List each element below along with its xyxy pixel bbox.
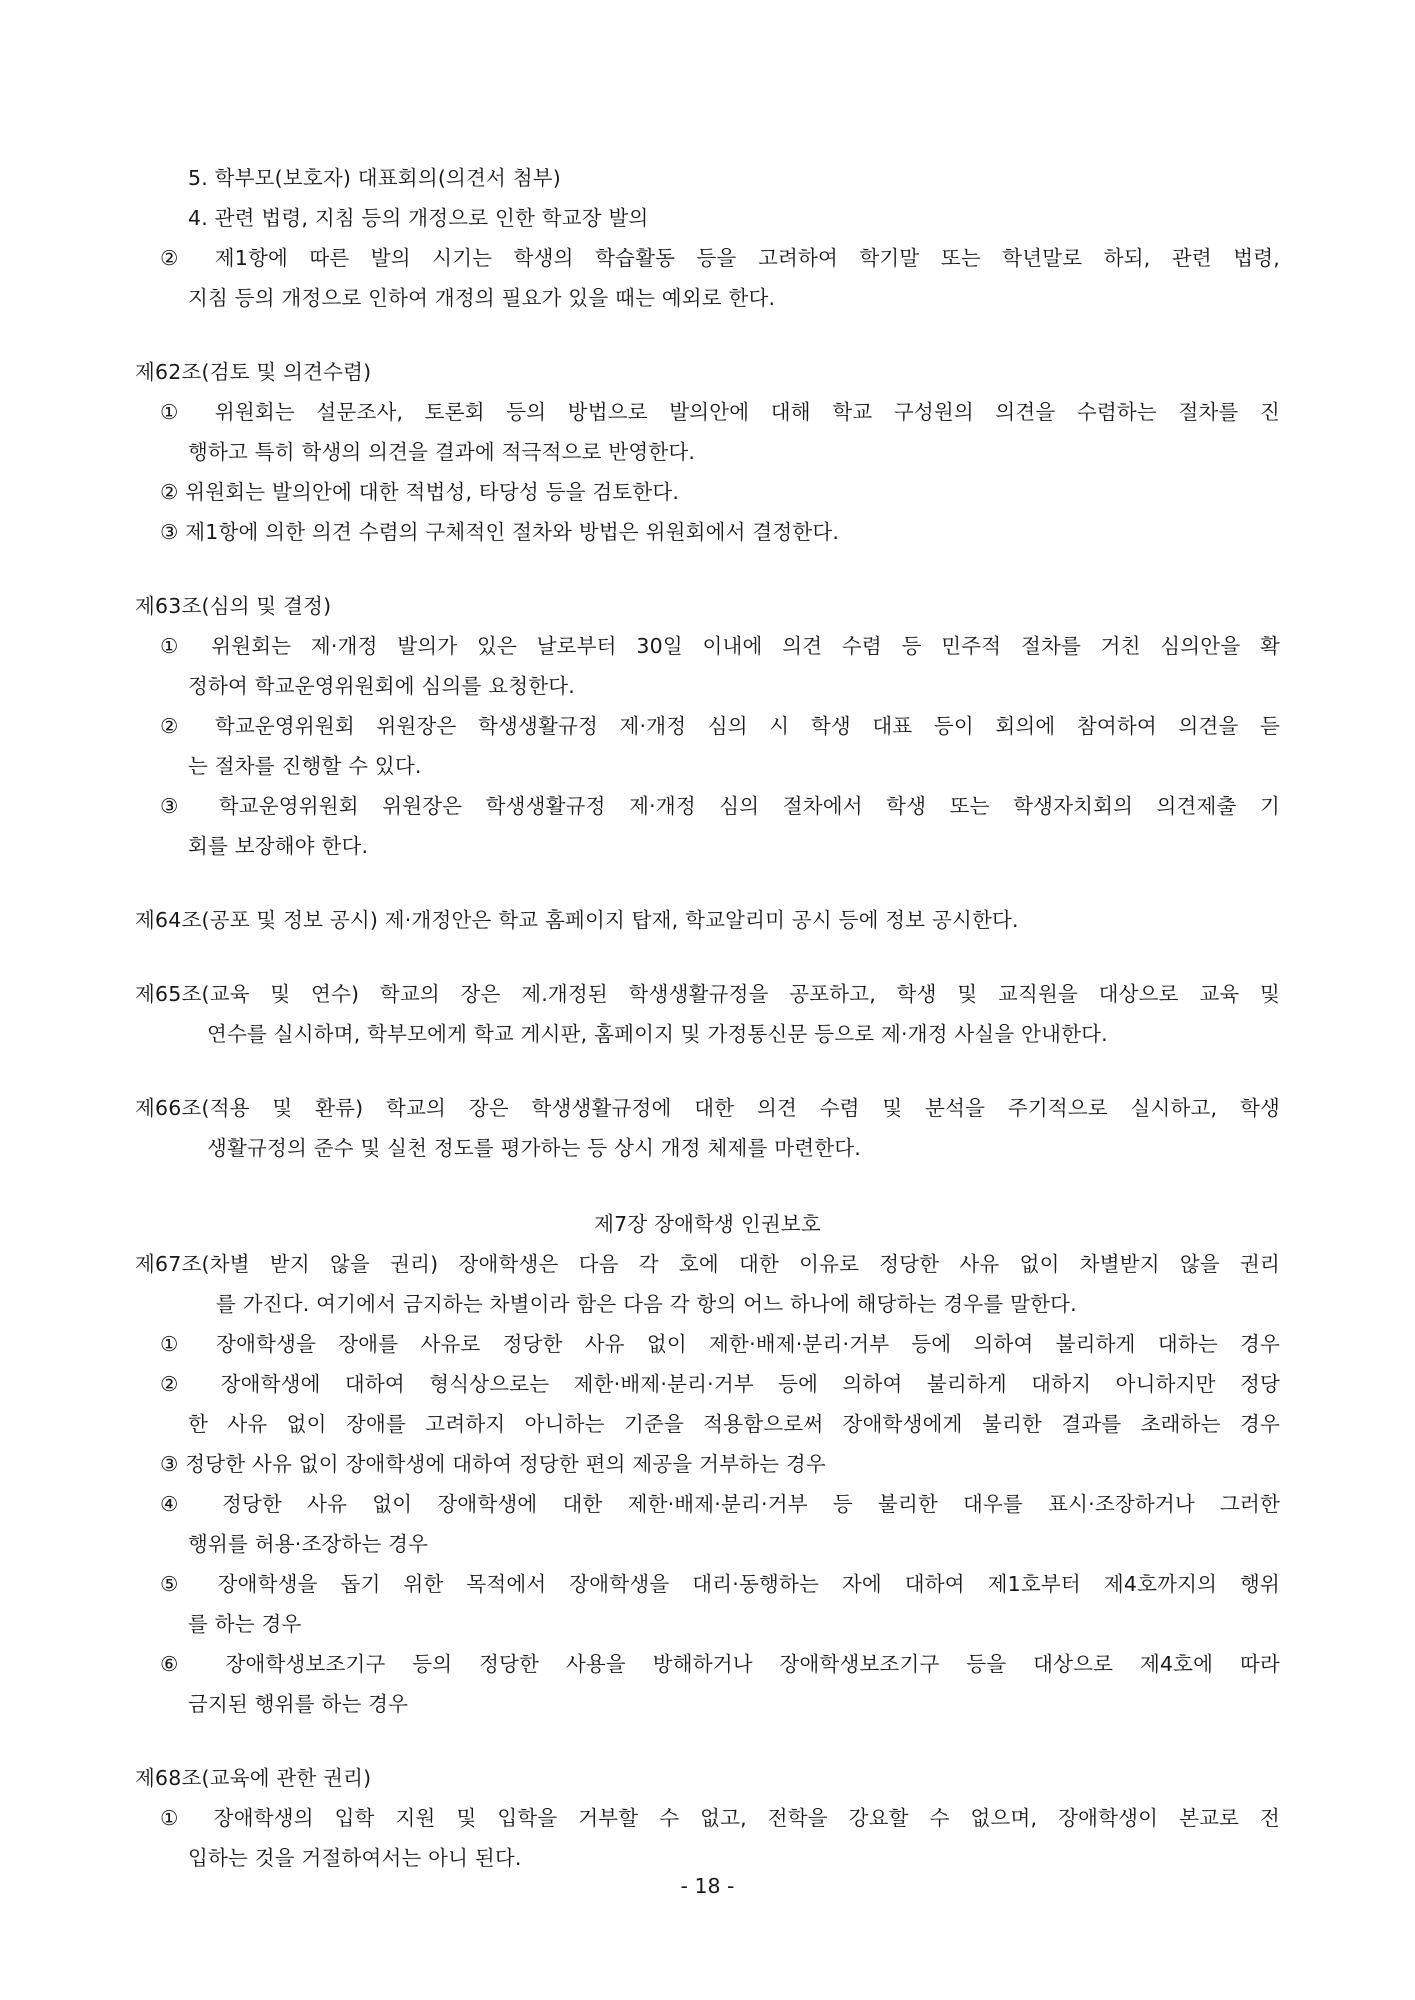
article-paragraph: 연수를 실시하며, 학부모에게 학교 게시판, 홈페이지 및 가정통신문 등으로 제·개정 사실을 안내한다. [207,1022,1108,1046]
article-paragraph: 제66조(적용 및 환류) 학교의 장은 학생생활규정에 대한 의견 수렴 및 분석을 주기적으로 실시하고, 학생 [135,1096,1280,1120]
clause-line: ① 위원회는 제·개정 발의가 있은 날로부터 30일 이내에 의견 수렴 등 민주적 절차를 거친 심의안을 확 [160,634,1280,658]
article-heading: 제63조(심의 및 결정) [135,594,332,618]
list-item: 5. 학부모(보호자) 대표회의(의견서 첨부) [188,166,561,190]
clause-line: 를 하는 경우 [188,1612,302,1636]
clause-line: ⑥ 장애학생보조기구 등의 정당한 사용을 방해하거나 장애학생보조기구 등을 대상으로 제4호에 따라 [160,1652,1280,1676]
page-number: - 18 - [680,1874,735,1898]
clause-line: ② 학교운영위원회 위원장은 학생생활규정 제·개정 심의 시 학생 대표 등이 회의에 참여하여 의견을 듣 [160,714,1280,738]
article-heading: 제62조(검토 및 의견수렴) [135,360,372,384]
clause-line: 행하고 특히 학생의 의견을 결과에 적극적으로 반영한다. [188,440,696,464]
clause-line: ① 위원회는 설문조사, 토론회 등의 방법으로 발의안에 대해 학교 구성원의 의견을 수렴하는 절차를 진 [160,400,1280,424]
clause-line: ① 장애학생을 장애를 사유로 정당한 사유 없이 제한·배제·분리·거부 등에 의하여 불리하게 대하는 경우 [160,1332,1280,1356]
clause-line: 지침 등의 개정으로 인하여 개정의 필요가 있을 때는 예외로 한다. [188,286,776,310]
clause-line: 한 사유 없이 장애를 고려하지 아니하는 기준을 적용함으로써 장애학생에게 불리한 결과를 초래하는 경우 [188,1412,1280,1436]
clause-line: ③ 제1항에 의한 의견 수렴의 구체적인 절차와 방법은 위원회에서 결정한다. [160,520,840,544]
list-item: 4. 관련 법령, 지침 등의 개정으로 인한 학교장 발의 [188,206,649,230]
article-paragraph: 를 가진다. 여기에서 금지하는 차별이라 함은 다음 각 항의 어느 하나에 해당하는 경우를 말한다. [216,1292,1077,1316]
clause-line: 는 절차를 진행할 수 있다. [188,754,422,778]
chapter-title: 제7장 장애학생 인권보호 [594,1212,821,1236]
article-paragraph: 생활규정의 준수 및 실천 정도를 평가하는 등 상시 개정 체제를 마련한다. [207,1136,861,1160]
clause-line: 행위를 허용·조장하는 경우 [188,1532,429,1556]
clause-line: ③ 정당한 사유 없이 장애학생에 대하여 정당한 편의 제공을 거부하는 경우 [160,1452,826,1476]
clause-line: ④ 정당한 사유 없이 장애학생에 대한 제한·배제·분리·거부 등 불리한 대우를 표시·조장하거나 그러한 [160,1492,1280,1516]
article-paragraph: 제67조(차별 받지 않을 권리) 장애학생은 다음 각 호에 대한 이유로 정당한 사유 없이 차별받지 않을 권리 [135,1252,1280,1276]
clause-line: 입하는 것을 거절하여서는 아니 된다. [188,1846,522,1870]
clause-line: ⑤ 장애학생을 돕기 위한 목적에서 장애학생을 대리·동행하는 자에 대하여 제1호부터 제4호까지의 행위 [160,1572,1280,1596]
clause-line: 정하여 학교운영위원회에 심의를 요청한다. [188,674,575,698]
clause-line: ② 위원회는 발의안에 대한 적법성, 타당성 등을 검토한다. [160,480,680,504]
clause-line: 회를 보장해야 한다. [188,834,369,858]
clause-line: ② 제1항에 따른 발의 시기는 학생의 학습활동 등을 고려하여 학기말 또는 학년말로 하되, 관련 법령, [160,246,1280,270]
article-heading: 제68조(교육에 관한 권리) [135,1766,372,1790]
clause-line: ③ 학교운영위원회 위원장은 학생생활규정 제·개정 심의 절차에서 학생 또는 학생자치회의 의견제출 기 [160,794,1280,818]
article-paragraph: 제65조(교육 및 연수) 학교의 장은 제.개정된 학생생활규정을 공포하고, 학생 및 교직원을 대상으로 교육 및 [135,982,1280,1006]
article-paragraph: 제64조(공포 및 정보 공시) 제·개정안은 학교 홈페이지 탑재, 학교알리미 공시 등에 정보 공시한다. [135,908,1019,932]
clause-line: ② 장애학생에 대하여 형식상으로는 제한·배제·분리·거부 등에 의하여 불리하게 대하지 아니하지만 정당 [160,1372,1280,1396]
clause-line: 금지된 행위를 하는 경우 [188,1692,409,1716]
clause-line: ① 장애학생의 입학 지원 및 입학을 거부할 수 없고, 전학을 강요할 수 없으며, 장애학생이 본교로 전 [160,1806,1280,1830]
